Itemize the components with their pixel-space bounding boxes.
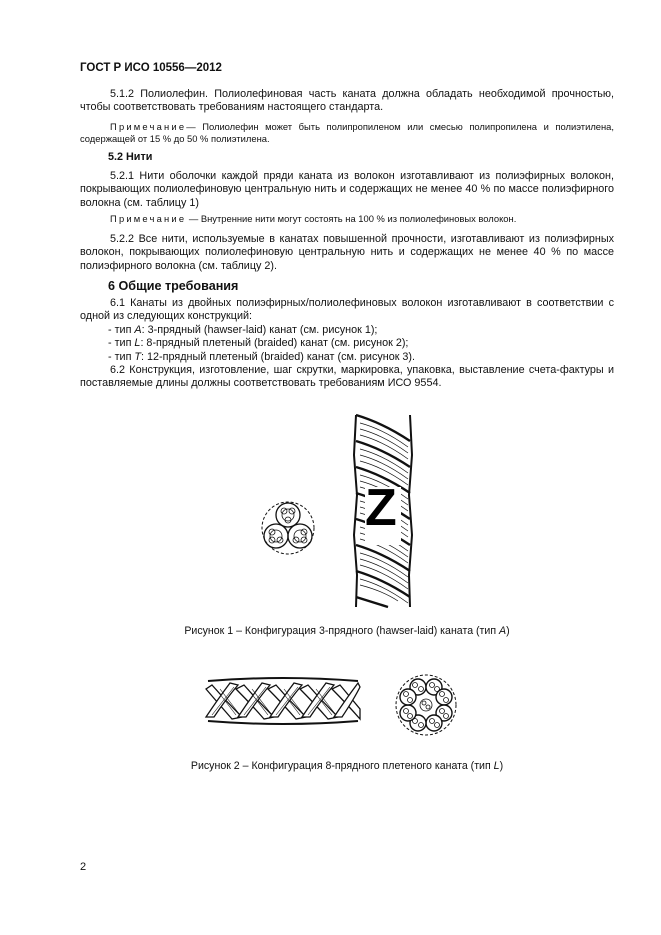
rope-cross-section-3-strand <box>258 498 318 558</box>
rope-side-view-8-strand-braided <box>208 677 358 725</box>
note-text: — Полиолефин может быть полипропиленом или смесью полипропилена и полиэтилена, содержащей от 15 % до 50 % полиэтилена. <box>80 121 614 144</box>
lay-direction-z: Z <box>365 479 397 537</box>
paragraph-5-2-2: 5.2.2 Все нити, используемые в канатах повышенной прочности, изготавливают из полиэфирных волокон, покрывающих полиолефиновую центральную нить и содержащих не менее 40 % по массе полиэфирного волокна (см. таблицу 2). <box>80 233 614 272</box>
list-item: - тип A: 3-прядный (hawser-laid) канат (см. рисунок 1); <box>108 324 378 336</box>
paragraph-6-2: 6.2 Конструкция, изготовление, шаг скрутки, маркировка, упаковка, выставление счета-фактуры и поставляемые длины должны соответствовать требованиям ИСО 9554. <box>80 364 614 390</box>
section-heading-5-2: 5.2 Нити <box>108 151 153 163</box>
page-number: 2 <box>80 861 87 873</box>
note-label: Примечание <box>110 213 187 224</box>
paragraph-5-2-1: 5.2.1 Нити оболочки каждой пряди каната из волокон изготавливают из полиэфирных волокон, покрывающих полиолефиновую центральную нить и содержащих не менее 40 % по массе полиэфирного волокна (см. таблицу 1) <box>80 170 614 209</box>
rope-cross-section-8-strand <box>394 673 458 737</box>
note-inner-yarns <box>80 213 614 225</box>
figure-2-caption: Рисунок 2 – Конфигурация 8-прядного плетеного каната (тип L) <box>190 760 504 772</box>
list-item: - тип L: 8-прядный плетеный (braided) канат (см. рисунок 2); <box>108 337 409 350</box>
note-text: — Внутренние нити могут состоять на 100 % из полиолефиновых волокон. <box>186 213 517 224</box>
paragraph-5-1-2: 5.1.2 Полиолефин. Полиолефиновая часть каната должна обладать необходимой прочностью, чтобы соответствовать требованиям настоящего стандарта. <box>80 88 614 114</box>
figure-1-caption: Рисунок 1 – Конфигурация 3-прядного (hawser-laid) каната (тип A) <box>184 625 510 637</box>
paragraph-6-1: 6.1 Канаты из двойных полиэфирных/полиолефиновых волокон изготавливают в соответствии с одной из следующих конструкций: <box>80 297 614 323</box>
document-header: ГОСТ Р ИСО 10556—2012 <box>80 62 222 74</box>
note-label: Примечание <box>110 121 187 132</box>
note-polyolefin <box>80 121 614 145</box>
section-heading-6: 6 Общие требования <box>108 279 239 293</box>
list-item: - тип T: 12-прядный плетеный (braided) канат (см. рисунок 3). <box>108 350 416 363</box>
construction-list <box>80 324 614 364</box>
